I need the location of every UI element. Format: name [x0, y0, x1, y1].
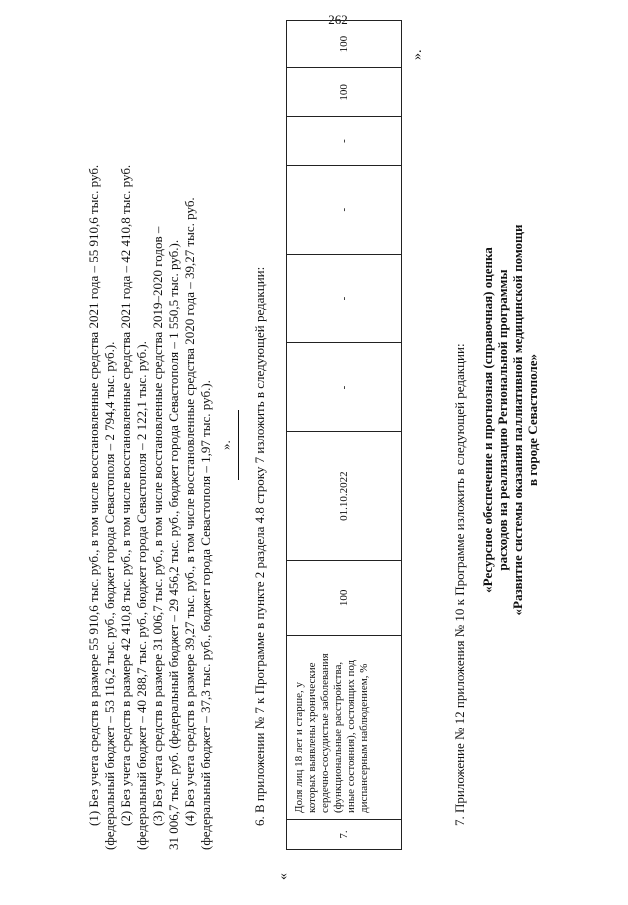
value-cell-6: 100	[287, 21, 402, 68]
footnote-3-line-1: (3) Без учета средств в размере 31 006,7 тыс. руб., в том числе восстановленные средства 2019–2020 годов –	[150, 226, 165, 826]
value-cell-1: -	[287, 343, 402, 432]
value-cell-5: 100	[287, 68, 402, 117]
value-cell-4: -	[287, 117, 402, 165]
heading-line-1: «Ресурсное обеспечение и прогнозная (справочная) оценка	[480, 247, 495, 593]
row-number-cell: 7.	[287, 820, 402, 850]
section-heading	[480, 190, 540, 650]
value-cell-3: -	[287, 165, 402, 254]
heading-line-4: в городе Севастополе»	[525, 354, 540, 487]
table-row	[287, 21, 402, 850]
row-description-cell: Доля лиц 18 лет и старше, у которых выявлены хронические сердечно-сосудистые заболевания (функциональные расстройства, иные состояния), состоящих под диспансерным наблюдением, %	[287, 635, 402, 819]
heading-line-3: «Развитие системы оказания паллиативной медицинской помощи	[510, 224, 525, 616]
footnote-1-line-1: (1) Без учета средств в размере 55 910,6 тыс. руб., в том числе восстановленные средства 2021 года – 55 910,6 тыс. руб.	[86, 164, 101, 826]
value-cell-2: -	[287, 254, 402, 343]
separator-rule	[238, 410, 239, 480]
footnotes-close-quote: ».	[218, 440, 233, 450]
heading-line-2: расходов на реализацию Региональной программы	[495, 269, 510, 571]
table-row-7	[286, 20, 402, 850]
footnotes	[86, 30, 214, 850]
footnote-4-line-2: (федеральный бюджет – 37,3 тыс. руб., бюджет города Севастополя – 1,97 тыс. руб.).	[198, 380, 213, 850]
table-close-quote: ».	[410, 49, 425, 60]
footnote-4-line-1: (4) Без учета средств в размере 39,27 тыс. руб., в том числе восстановленные средства 2020 года – 39,27 тыс. руб.	[182, 197, 197, 826]
footnote-2-line-1: (2) Без учета средств в размере 42 410,8 тыс. руб., в том числе восстановленные средства 2021 года – 42 410,8 тыс. руб.	[118, 164, 133, 826]
item-6-text: 6. В приложении № 7 к Программе в пункте 2 раздела 4.8 строку 7 изложить в следующей редакции:	[252, 266, 267, 826]
rotated-document-body	[80, 20, 600, 880]
table-open-quote: «	[276, 873, 291, 880]
page-number: 262	[328, 12, 348, 27]
footnote-1-line-2: (федеральный бюджет – 53 116,2 тыс. руб., бюджет города Севастополя – 2 794,4 тыс. руб.).	[102, 341, 117, 850]
footnote-2-line-2: (федеральный бюджет – 40 288,7 тыс. руб., бюджет города Севастополя – 2 122,1 тыс. руб.).	[134, 341, 149, 850]
base-value-cell: 100	[287, 560, 402, 635]
footnote-3-line-2: 31 006,7 тыс. руб. (федеральный бюджет – 29 456,2 тыс. руб., бюджет города Севастополя – 1 550,5 тыс. руб.).	[166, 239, 181, 850]
base-date-cell: 01.10.2022	[287, 432, 402, 560]
item-7-text: 7. Приложение № 12 приложения № 10 к Программе изложить в следующей редакции:	[452, 343, 467, 826]
